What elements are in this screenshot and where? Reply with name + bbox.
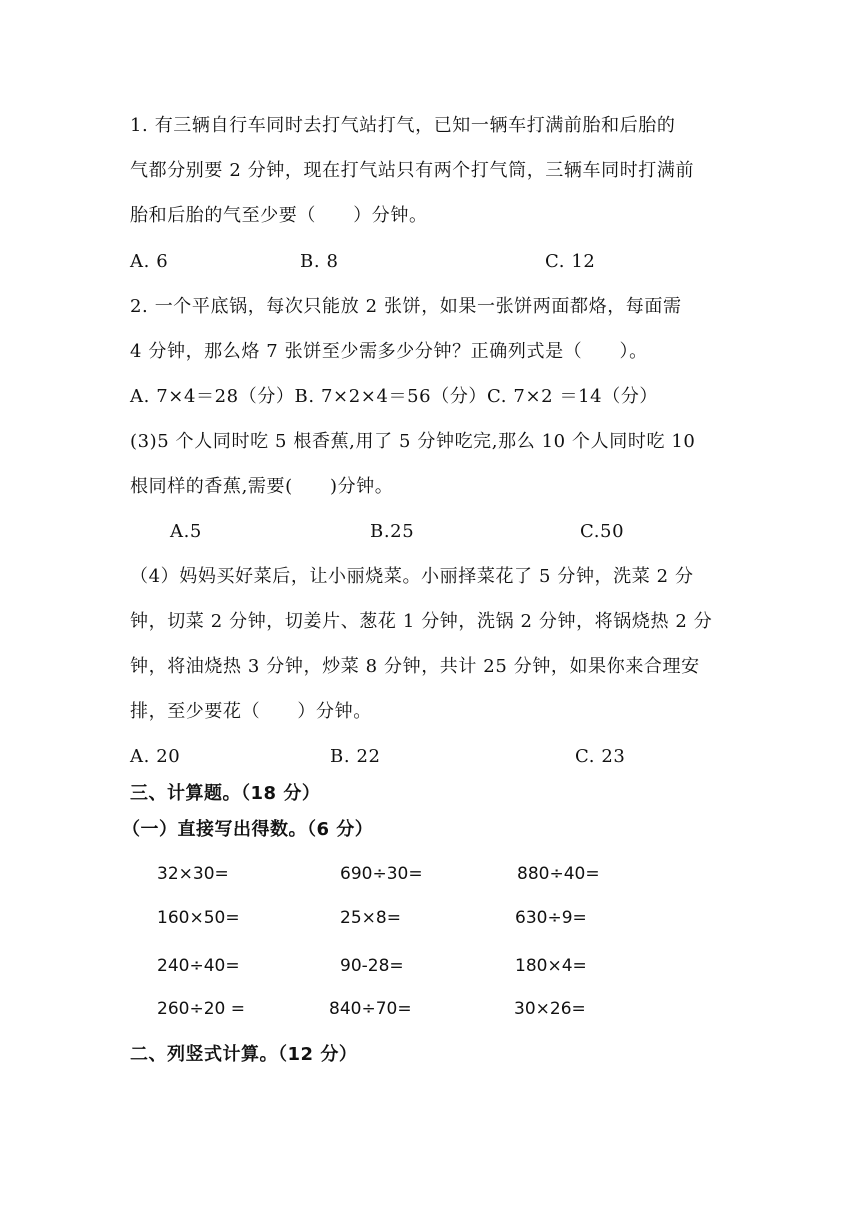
q3-option-c: C.50 (580, 521, 625, 542)
q2-line-1: 2. 一个平底锅，每次只能放 2 张饼，如果一张饼两面都烙，每面需 (130, 296, 682, 317)
q4-option-a: A. 20 (130, 746, 181, 767)
q1-option-a: A. 6 (130, 251, 169, 272)
calc-item: 630÷9= (515, 908, 587, 928)
q4-option-c: C. 23 (575, 746, 626, 767)
calc-item: 25×8= (340, 908, 401, 928)
section3-title: 三、计算题。（18 分） (130, 783, 321, 804)
q3-option-b: B.25 (370, 521, 415, 542)
calc-item: 690÷30= (340, 864, 423, 884)
q4-line-3: 钟，将油烧热 3 分钟，炒菜 8 分钟，共计 25 分钟，如果你来合理安 (130, 656, 700, 677)
q3-line-1: (3)5 个人同时吃 5 根香蕉,用了 5 分钟吃完,那么 10 个人同时吃 10 (130, 431, 696, 452)
calc-item: 160×50= (157, 908, 240, 928)
calc-item: 240÷40= (157, 956, 240, 976)
calc-item: 30×26= (514, 999, 586, 1019)
section-vertical-title: 二、列竖式计算。（12 分） (130, 1044, 358, 1065)
q1-line-2: 气都分别要 2 分钟，现在打气站只有两个打气筒，三辆车同时打满前 (130, 160, 695, 181)
q1-option-b: B. 8 (300, 251, 339, 272)
q3-line-2: 根同样的香蕉,需要( )分钟。 (130, 476, 394, 497)
q1-option-c: C. 12 (545, 251, 596, 272)
q1-line-1: 1. 有三辆自行车同时去打气站打气，已知一辆车打满前胎和后胎的 (130, 115, 676, 136)
calc-item: 90-28= (340, 956, 404, 976)
q2-line-2: 4 分钟，那么烙 7 张饼至少需多少分钟？正确列式是（ ）。 (130, 341, 648, 362)
calc-item: 32×30= (157, 864, 229, 884)
q4-option-b: B. 22 (330, 746, 381, 767)
q3-option-a: A.5 (170, 521, 202, 542)
q2-options: A. 7×4＝28（分）B. 7×2×4＝56（分）C. 7×2 ＝14（分） (130, 386, 659, 407)
q4-line-1: （4）妈妈买好菜后，让小丽烧菜。小丽择菜花了 5 分钟，洗菜 2 分 (130, 566, 694, 587)
calc-item: 840÷70= (329, 999, 412, 1019)
calc-item: 180×4= (515, 956, 587, 976)
q4-line-4: 排，至少要花（ ）分钟。 (130, 701, 372, 722)
q1-line-3: 胎和后胎的气至少要（ ）分钟。 (130, 205, 428, 226)
section3-sub1-title: （一）直接写出得数。（6 分） (122, 819, 374, 840)
calc-item: 880÷40= (517, 864, 600, 884)
calc-item: 260÷20 = (157, 999, 245, 1019)
q4-line-2: 钟，切菜 2 分钟，切姜片、葱花 1 分钟，洗锅 2 分钟，将锅烧热 2 分 (130, 611, 713, 632)
